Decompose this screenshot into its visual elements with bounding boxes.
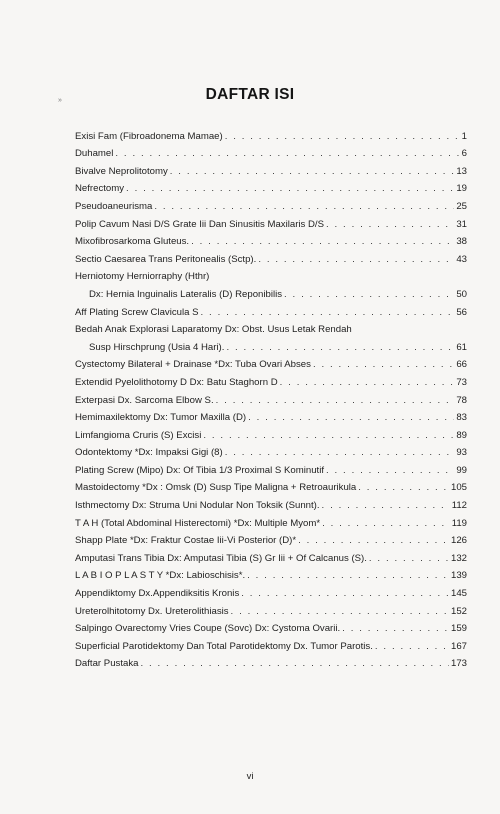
toc-entry xyxy=(75,459,467,477)
toc-entry-page: 105 xyxy=(450,482,467,494)
toc-entry-title: Susp Hirschprung (Usia 4 Hari). xyxy=(89,341,225,353)
toc-entry-title: Odontektomy *Dx: Impaksi Gigi (8) xyxy=(75,447,223,459)
toc-entry-title: Plating Screw (Mipo) Dx: Of Tibia 1/3 Proximal S Kominutif xyxy=(75,464,324,476)
toc-entry xyxy=(75,582,467,600)
toc-entry-title: Superficial Parotidektomy Dan Total Parotidektomy Dx. Tumor Parotis. xyxy=(75,640,373,652)
toc-entry-page: 167 xyxy=(450,640,467,652)
toc-entry-heading xyxy=(75,266,467,284)
toc-entry-title: Sectio Caesarea Trans Peritonealis (Sctp). xyxy=(75,253,257,265)
toc-entry-title: Isthmectomy Dx: Struma Uni Nodular Non Toksik (Sunnt). xyxy=(75,500,320,512)
toc-entry-page: 43 xyxy=(456,253,467,265)
toc-entry xyxy=(75,248,467,266)
toc-entry-page: 152 xyxy=(450,605,467,617)
toc-entry-title: Aff Plating Screw Clavicula S xyxy=(75,306,199,318)
toc-entry xyxy=(75,547,467,565)
dot-leader xyxy=(140,658,449,670)
toc-entry-title: Bivalve Neprolitotomy xyxy=(75,165,168,177)
dot-leader xyxy=(216,395,455,407)
toc-entry xyxy=(75,143,467,161)
toc-entry-title: Limfangioma Cruris (S) Excisi xyxy=(75,429,202,441)
toc-entry-title: Ureterolhitotomy Dx. Ureterolithiasis xyxy=(75,605,229,617)
toc-entry xyxy=(75,231,467,249)
toc-entry-title: Hemimaxilektomy Dx: Tumor Maxilla (D) xyxy=(75,412,247,424)
toc-entry-title: Pseudoaneurisma xyxy=(75,200,153,212)
toc-entry-page: 38 xyxy=(456,236,467,248)
toc-entry xyxy=(75,301,467,319)
dot-leader xyxy=(201,307,455,319)
toc-entry-page: 6 xyxy=(461,148,467,160)
toc-entry-page: 66 xyxy=(456,359,467,371)
toc-entry xyxy=(75,442,467,460)
dot-leader xyxy=(284,289,454,301)
toc-entry-page: 139 xyxy=(450,570,467,582)
dot-leader xyxy=(203,430,454,442)
dot-leader xyxy=(258,254,454,266)
dot-leader xyxy=(247,570,449,582)
dot-leader xyxy=(358,482,449,494)
toc-entry-title: Amputasi Trans Tibia Dx: Amputasi Tibia (S) Gr Iii + Of Calcanus (S). xyxy=(75,552,367,564)
toc-entry xyxy=(75,160,467,178)
toc-entry-title: Polip Cavum Nasi D/S Grate Iii Dan Sinusitis Maxilaris D/S xyxy=(75,218,324,230)
toc-entry-page: 50 xyxy=(456,288,467,300)
page-number: vi xyxy=(246,771,254,782)
toc-entry-title: Daftar Pustaka xyxy=(75,658,139,670)
toc-entry-title: Herniotomy Herniorraphy (Hthr) xyxy=(75,271,210,283)
toc-entry-title: L A B I O P L A S T Y *Dx: Labioschisis*. xyxy=(75,570,246,582)
toc-entry xyxy=(75,125,467,143)
toc-entry xyxy=(75,407,467,425)
toc-entry xyxy=(75,530,467,548)
toc-entry xyxy=(75,512,467,530)
toc-entry-page: 112 xyxy=(451,500,467,512)
toc-entry-page: 83 xyxy=(456,412,467,424)
toc-entry-page: 25 xyxy=(456,200,467,212)
dot-leader xyxy=(115,148,459,160)
dot-leader xyxy=(326,219,454,231)
toc-entry-title: Appendiktomy Dx.Appendiksitis Kronis xyxy=(75,588,240,600)
toc-entry-title: Duhamel xyxy=(75,148,114,160)
toc-entry xyxy=(75,389,467,407)
margin-mark: » xyxy=(58,97,62,104)
dot-leader xyxy=(342,623,449,635)
toc-entry xyxy=(75,494,467,512)
toc-entry xyxy=(75,565,467,583)
toc-entry-title: Dx: Hernia Inguinalis Lateralis (D) Reponibilis xyxy=(89,288,283,300)
dot-leader xyxy=(126,183,454,195)
toc-entry-page: 93 xyxy=(456,447,467,459)
toc-entry-title: Salpingo Ovarectomy Vries Coupe (Sovc) Dx: Cystoma Ovarii. xyxy=(75,623,341,635)
toc-entry-page: 145 xyxy=(450,588,467,600)
dot-leader xyxy=(322,500,450,512)
dot-leader xyxy=(326,465,454,477)
dot-leader xyxy=(322,518,450,530)
dot-leader xyxy=(154,201,454,213)
page-title: DAFTAR ISI xyxy=(205,86,295,103)
toc-entry xyxy=(75,178,467,196)
toc-entry xyxy=(75,600,467,618)
toc-entry-page: 73 xyxy=(456,376,467,388)
dot-leader xyxy=(248,412,454,424)
toc-entry-page: 173 xyxy=(450,658,467,670)
dot-leader xyxy=(225,131,460,143)
dot-leader xyxy=(226,342,454,354)
toc-entry-page: 126 xyxy=(450,535,467,547)
toc-entry-page: 159 xyxy=(450,623,467,635)
dot-leader xyxy=(280,377,455,389)
toc-entry-page: 1 xyxy=(461,130,467,142)
toc-entry-page: 78 xyxy=(456,394,467,406)
toc-entry-heading xyxy=(75,319,467,337)
toc-entry-page: 132 xyxy=(450,552,467,564)
dot-leader xyxy=(375,641,449,653)
toc-entry-page: 56 xyxy=(456,306,467,318)
toc-entry-title: Mixofibrosarkoma Gluteus. xyxy=(75,236,190,248)
toc-entry xyxy=(75,336,467,354)
toc-entry-page: 99 xyxy=(456,464,467,476)
toc-entry-title: Nefrectomy xyxy=(75,183,125,195)
dot-leader xyxy=(298,535,449,547)
toc-entry-title: Extendid Pyelolithotomy D Dx: Batu Staghorn D xyxy=(75,376,278,388)
toc-entry-title: Shapp Plate *Dx: Fraktur Costae Iii-Vi Posterior (D)* xyxy=(75,535,297,547)
dot-leader xyxy=(241,588,449,600)
toc-entry-page: 89 xyxy=(456,429,467,441)
dot-leader xyxy=(369,553,449,565)
toc-entry xyxy=(75,354,467,372)
toc-entry-page: 119 xyxy=(451,517,467,529)
toc-entry-page: 13 xyxy=(456,165,467,177)
toc-entry-title: Exterpasi Dx. Sarcoma Elbow S. xyxy=(75,394,214,406)
dot-leader xyxy=(231,606,449,618)
toc-entry xyxy=(75,213,467,231)
toc-entry-title: T A H (Total Abdominal Histerectomi) *Dx: Multiple Myom* xyxy=(75,517,321,529)
toc-entry-title: Cystectomy Bilateral + Drainase *Dx: Tuba Ovari Abses xyxy=(75,359,311,371)
toc-entry-page: 31 xyxy=(456,218,467,230)
toc-entry xyxy=(75,424,467,442)
table-of-contents xyxy=(75,125,467,670)
toc-entry xyxy=(75,371,467,389)
toc-entry xyxy=(75,195,467,213)
toc-entry-title: Mastoidectomy *Dx : Omsk (D) Susp Tipe Maligna + Retroaurikula xyxy=(75,482,357,494)
toc-entry-title: Bedah Anak Explorasi Laparatomy Dx: Obst. Usus Letak Rendah xyxy=(75,324,352,336)
toc-entry xyxy=(75,477,467,495)
toc-entry-title: Exisi Fam (Fibroadonema Mamae) xyxy=(75,130,223,142)
toc-entry xyxy=(75,618,467,636)
dot-leader xyxy=(225,447,455,459)
toc-entry-page: 19 xyxy=(456,183,467,195)
toc-entry xyxy=(75,653,467,671)
toc-entry xyxy=(75,635,467,653)
dot-leader xyxy=(170,166,455,178)
dot-leader xyxy=(191,236,454,248)
dot-leader xyxy=(313,359,454,371)
toc-entry xyxy=(75,283,467,301)
toc-entry-page: 61 xyxy=(456,341,467,353)
